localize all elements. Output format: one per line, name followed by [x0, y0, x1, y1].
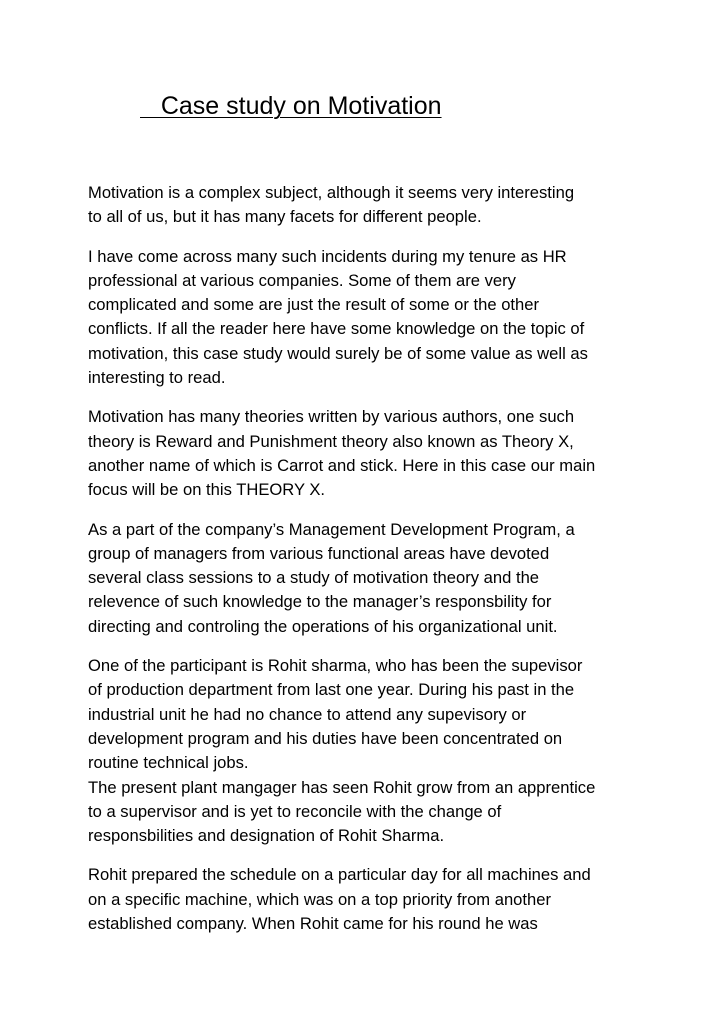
- text-line: directing and controling the operations of his organizational unit.: [88, 616, 558, 636]
- text-line: professional at various companies. Some of them are very: [88, 270, 516, 290]
- text-line: motivation, this case study would surely be of some value as well as: [88, 343, 588, 363]
- paragraph-2: [88, 245, 648, 391]
- text-line: theory is Reward and Punishment theory also known as Theory X,: [88, 431, 574, 451]
- text-line: One of the participant is Rohit sharma, who has been the supevisor: [88, 656, 583, 676]
- paragraph-5: [88, 654, 648, 848]
- text-line: Rohit prepared the schedule on a particular day for all machines and: [88, 865, 591, 885]
- document-body: [88, 181, 648, 951]
- text-line: responsbilities and designation of Rohit Sharma.: [88, 826, 445, 846]
- text-line: established company. When Rohit came for his round he was: [88, 914, 538, 934]
- text-line: group of managers from various functional areas have devoted: [88, 543, 550, 563]
- paragraph-3: [88, 405, 648, 502]
- text-line: industrial unit he had no chance to attend any supevisory or: [88, 704, 527, 724]
- text-line: Motivation is a complex subject, although it seems very interesting: [88, 183, 575, 202]
- paragraph-4: [88, 518, 648, 639]
- text-line: routine technical jobs.: [88, 753, 249, 773]
- text-line: The present plant mangager has seen Rohit grow from an apprentice: [88, 777, 596, 797]
- text-line: development program and his duties have been concentrated on: [88, 728, 563, 748]
- text-line: several class sessions to a study of motivation theory and the: [88, 568, 540, 588]
- text-line: conflicts. If all the reader here have some knowledge on the topic of: [88, 319, 585, 339]
- text-line: on a specific machine, which was on a top priority from another: [88, 889, 552, 909]
- paragraph-1: [88, 181, 648, 230]
- text-line: relevence of such knowledge to the manager’s responsbility for: [88, 592, 552, 612]
- text-line: complicated and some are just the result of some or the other: [88, 295, 540, 315]
- text-line: As a part of the company’s Management Development Program, a: [88, 519, 575, 539]
- text-line: interesting to read.: [88, 368, 226, 388]
- text-line: I have come across many such incidents during my tenure as HR: [88, 246, 567, 266]
- text-line: Motivation has many theories written by various authors, one such: [88, 407, 575, 427]
- text-line: focus will be on this THEORY X.: [88, 480, 326, 500]
- document-title: Case study on Motivation: [140, 92, 442, 120]
- text-line: another name of which is Carrot and stick. Here in this case our main: [88, 455, 596, 475]
- text-line: to all of us, but it has many facets for different people.: [88, 207, 482, 227]
- text-line: of production department from last one year. During his past in the: [88, 680, 575, 700]
- text-line: to a supervisor and is yet to reconcile with the change of: [88, 801, 502, 821]
- paragraph-6: [88, 863, 648, 936]
